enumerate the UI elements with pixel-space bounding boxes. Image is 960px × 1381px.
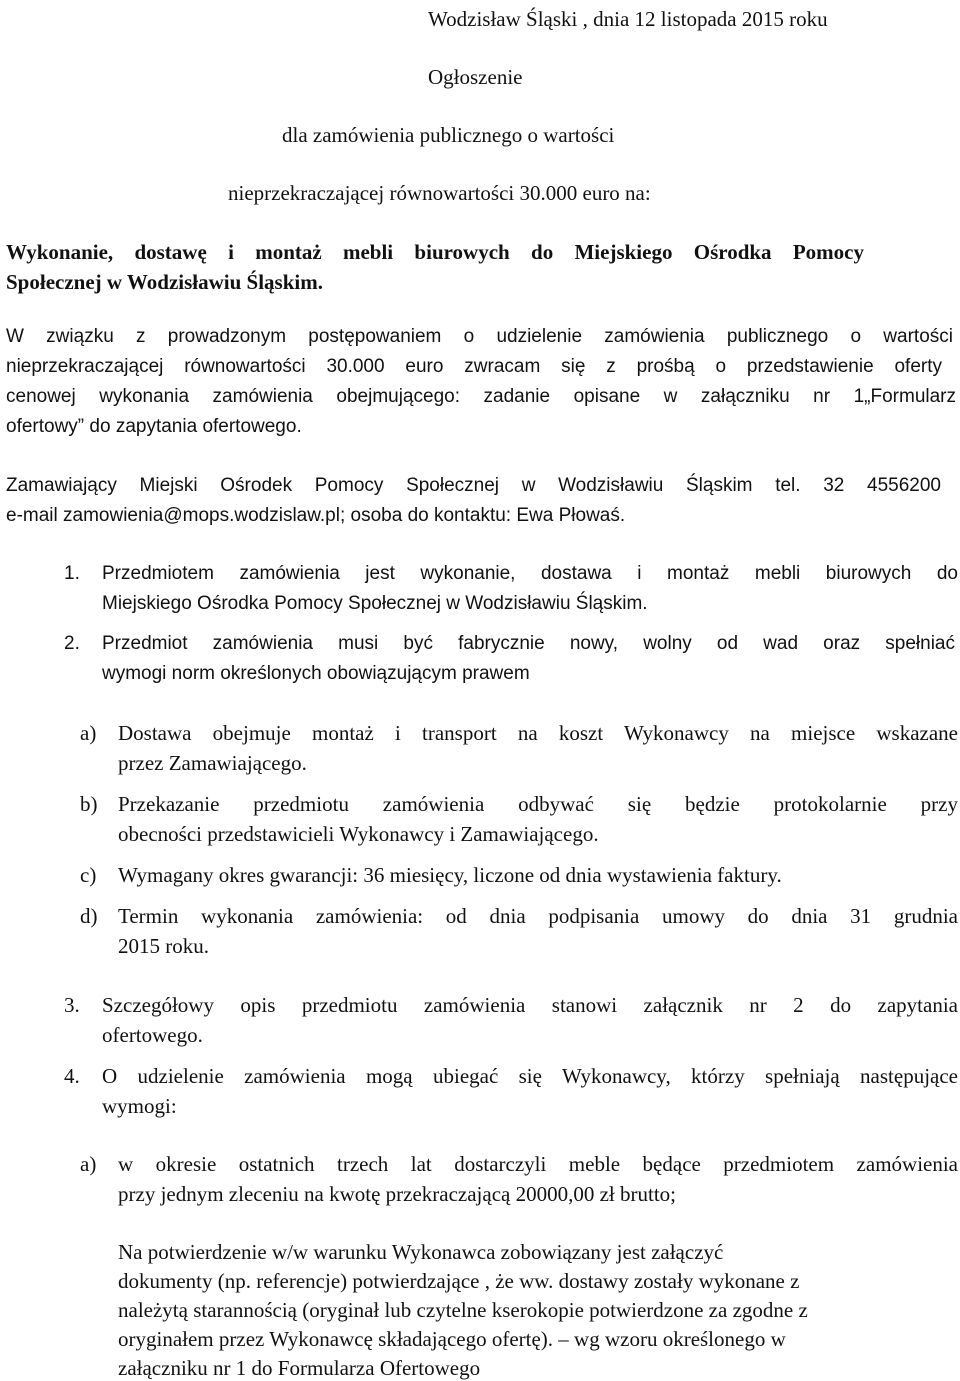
confirmation-line-5: załączniku nr 1 do Formularza Ofertowego (118, 1356, 481, 1380)
point-2d-line-1: Termin wykonania zamówienia: od dnia podpisania umowy do dnia 31 grudnia (118, 904, 958, 928)
point-3-number: 3. (64, 993, 80, 1017)
point-2a-marker: a) (80, 721, 97, 745)
confirmation-line-1: Na potwierdzenie w/w warunku Wykonawca zobowiązany jest załączyć (118, 1240, 724, 1264)
contact-line-1: Zamawiający Miejski Ośrodek Pomocy Społecznej w Wodzisławiu Śląskim tel. 32 4556200 (6, 475, 941, 496)
point-2c-marker: c) (80, 863, 97, 887)
notice-title: Ogłoszenie (428, 65, 523, 89)
subject-line-1: Wykonanie, dostawę i montaż mebli biurowych do Miejskiego Ośrodka Pomocy (6, 240, 864, 264)
point-4a-marker: a) (80, 1152, 97, 1176)
point-3-line-2: ofertowego. (102, 1023, 203, 1047)
intro-line-1: W związku z prowadzonym postępowaniem o udzielenie zamówienia publicznego o wartości (6, 326, 953, 347)
point-2c-line-1: Wymagany okres gwarancji: 36 miesięcy, liczone od dnia wystawienia faktury. (118, 863, 782, 887)
point-1-number: 1. (64, 563, 80, 584)
point-4-line-1: O udzielenie zamówienia mogą ubiegać się Wykonawcy, którzy spełniają następujące (102, 1064, 958, 1088)
point-3-line-1: Szczegółowy opis przedmiotu zamówienia stanowi załącznik nr 2 do zapytania (102, 993, 958, 1017)
place-date: Wodzisław Śląski , dnia 12 listopada 2015 roku (428, 7, 828, 31)
intro-line-4: ofertowy” do zapytania ofertowego. (6, 416, 302, 437)
point-2d-line-2: 2015 roku. (118, 934, 209, 958)
point-4a-line-1: w okresie ostatnich trzech lat dostarczyli meble będące przedmiotem zamówienia (118, 1152, 958, 1176)
point-2a-line-1: Dostawa obejmuje montaż i transport na koszt Wykonawcy na miejsce wskazane (118, 721, 958, 745)
point-2a-line-2: przez Zamawiającego. (118, 751, 307, 775)
intro-line-3: cenowej wykonania zamówienia obejmującego: zadanie opisane w załączniku nr 1„Formularz (6, 386, 956, 407)
confirmation-line-2: dokumenty (np. referencje) potwierdzające , że ww. dostawy zostały wykonane z (118, 1269, 800, 1293)
point-2-line-2: wymogi norm określonych obowiązującym prawem (102, 663, 530, 684)
point-4-number: 4. (64, 1064, 80, 1088)
point-2b-line-1: Przekazanie przedmiotu zamówienia odbywać się będzie protokolarnie przy (118, 792, 958, 816)
intro-line-2: nieprzekraczającej równowartości 30.000 euro zwracam się z prośbą o przedstawienie oferty (6, 356, 942, 377)
subtitle-line-1: dla zamówienia publicznego o wartości (282, 123, 615, 147)
point-4-line-2: wymogi: (102, 1094, 177, 1118)
point-2b-marker: b) (80, 792, 98, 816)
point-2b-line-2: obecności przedstawicieli Wykonawcy i Zamawiającego. (118, 822, 599, 846)
point-1-line-1: Przedmiotem zamówienia jest wykonanie, dostawa i montaż mebli biurowych do (102, 563, 958, 584)
confirmation-line-3: należytą starannością (oryginał lub czytelne kserokopie potwierdzone za zgodne z (118, 1298, 808, 1322)
point-4a-line-2: przy jednym zleceniu na kwotę przekraczającą 20000,00 zł brutto; (118, 1182, 677, 1206)
point-2d-marker: d) (80, 904, 98, 928)
contact-line-2: e-mail zamowienia@mops.wodzislaw.pl; osoba do kontaktu: Ewa Płowaś. (6, 505, 626, 526)
point-1-line-2: Miejskiego Ośrodka Pomocy Społecznej w Wodzisławiu Śląskim. (102, 593, 648, 614)
point-2-number: 2. (64, 633, 80, 654)
subject-line-2: Społecznej w Wodzisławiu Śląskim. (6, 270, 323, 294)
confirmation-line-4: oryginałem przez Wykonawcę składającego ofertę). – wg wzoru określonego w (118, 1327, 786, 1351)
point-2-line-1: Przedmiot zamówienia musi być fabrycznie nowy, wolny od wad oraz spełniać (102, 633, 955, 654)
subtitle-line-2: nieprzekraczającej równowartości 30.000 euro na: (228, 181, 651, 205)
